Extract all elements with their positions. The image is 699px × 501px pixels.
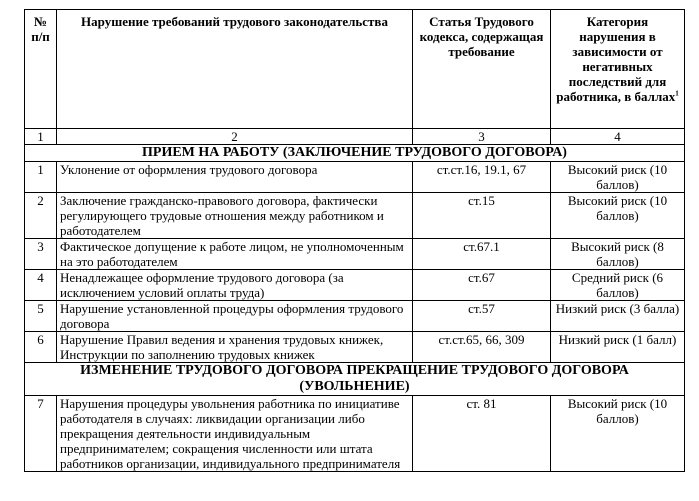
row-number: 1 (25, 162, 57, 193)
row-risk: Высокий риск (10 баллов) (551, 162, 685, 193)
row-article: ст. 81 (413, 396, 551, 472)
row-article: ст.67 (413, 270, 551, 301)
row-article: ст.ст.16, 19.1, 67 (413, 162, 551, 193)
row-article: ст.15 (413, 193, 551, 239)
column-index: 2 (57, 129, 413, 145)
table-row (25, 239, 685, 270)
row-violation: Фактическое допущение к работе лицом, не уполномоченным на это работодателем (57, 239, 413, 270)
footnote-mark: 1 (675, 89, 679, 98)
table-row (25, 301, 685, 332)
header-category (551, 10, 685, 129)
table-row (25, 332, 685, 363)
section-header-row (25, 363, 685, 396)
row-number: 6 (25, 332, 57, 363)
row-article: ст.ст.65, 66, 309 (413, 332, 551, 363)
section-title: ИЗМЕНЕНИЕ ТРУДОВОГО ДОГОВОРА ПРЕКРАЩЕНИЕ ТРУДОВОГО ДОГОВОРА (УВОЛЬНЕНИЕ) (25, 363, 685, 396)
table-row (25, 396, 685, 472)
row-violation: Ненадлежащее оформление трудового договора (за исключением условий оплаты труда) (57, 270, 413, 301)
row-risk: Высокий риск (8 баллов) (551, 239, 685, 270)
column-index: 4 (551, 129, 685, 145)
violations-table (24, 9, 685, 472)
row-risk: Высокий риск (10 баллов) (551, 193, 685, 239)
section-title: ПРИЕМ НА РАБОТУ (ЗАКЛЮЧЕНИЕ ТРУДОВОГО ДОГОВОРА) (25, 145, 685, 162)
header-num: № п/п (25, 10, 57, 129)
row-number: 2 (25, 193, 57, 239)
column-index: 1 (25, 129, 57, 145)
row-violation: Нарушение Правил ведения и хранения трудовых книжек, Инструкции по заполнению трудовых книжек (57, 332, 413, 363)
header-category-text: Категория нарушения в зависимости от негативных последствий для работника, в баллах (556, 14, 676, 104)
table-row (25, 193, 685, 239)
row-article: ст.57 (413, 301, 551, 332)
section-header-row (25, 145, 685, 162)
column-index-row (25, 129, 685, 145)
row-risk: Низкий риск (3 балла) (551, 301, 685, 332)
table-row (25, 162, 685, 193)
row-number: 7 (25, 396, 57, 472)
header-article: Статья Трудового кодекса, содержащая требование (413, 10, 551, 129)
row-violation: Нарушение установленной процедуры оформления трудового договора (57, 301, 413, 332)
row-risk: Средний риск (6 баллов) (551, 270, 685, 301)
row-article: ст.67.1 (413, 239, 551, 270)
header-violation: Нарушение требований трудового законодательства (57, 10, 413, 129)
header-row (25, 10, 685, 129)
row-violation: Заключение гражданско-правового договора, фактически регулирующего трудовые отношения между работником и работодателем (57, 193, 413, 239)
row-number: 5 (25, 301, 57, 332)
row-violation: Уклонение от оформления трудового договора (57, 162, 413, 193)
table-row (25, 270, 685, 301)
column-index: 3 (413, 129, 551, 145)
row-violation: Нарушения процедуры увольнения работника по инициативе работодателя в случаях: ликвидации организации либо прекращения деятельности индивидуальным предпринимателем; сокращения численности или штата работников организации, индивидуального предпринимателя (57, 396, 413, 472)
row-number: 3 (25, 239, 57, 270)
row-number: 4 (25, 270, 57, 301)
row-risk: Высокий риск (10 баллов) (551, 396, 685, 472)
row-risk: Низкий риск (1 балл) (551, 332, 685, 363)
